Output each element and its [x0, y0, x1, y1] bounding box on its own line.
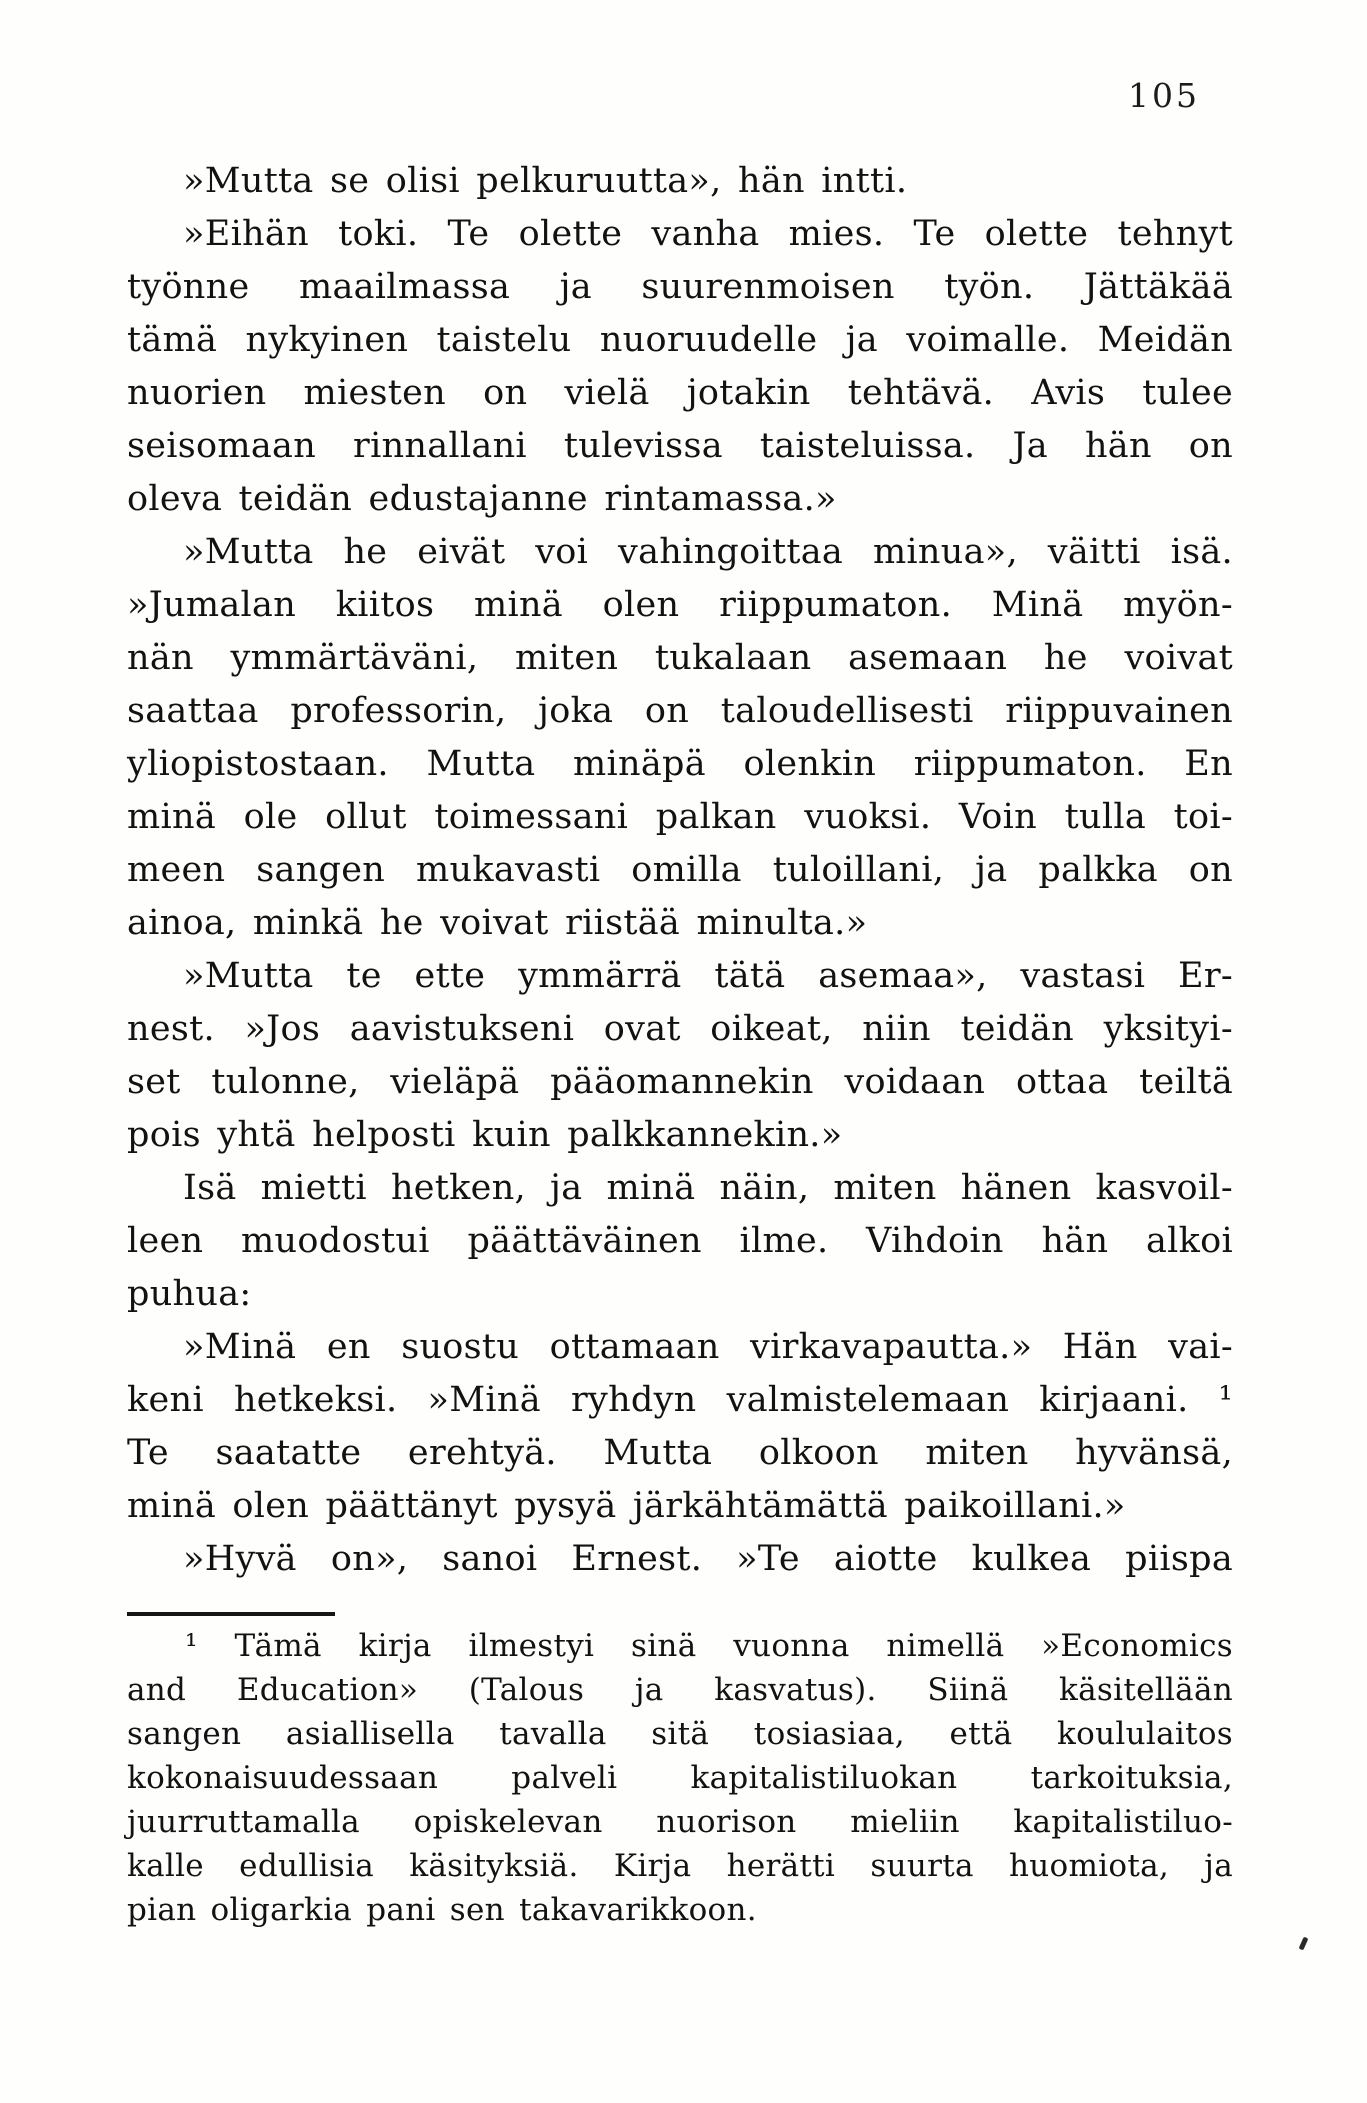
body-line: meen sangen mukavasti omilla tuloillani, ja palkka on: [127, 850, 1233, 890]
footnote-line: juurruttamalla opiskelevan nuorison mieliin kapitalistiluo-: [127, 1804, 1233, 1840]
page-number: 105: [1128, 76, 1200, 115]
footnote-line: kalle edullisia käsityksiä. Kirja herätti suurta huomiota, ja: [127, 1848, 1233, 1884]
body-line: »Minä en suostu ottamaan virkavapautta.» Hän vai-: [183, 1327, 1233, 1367]
body-line: »Mutta he eivät voi vahingoittaa minua», väitti isä.: [183, 532, 1233, 572]
footnote-line: pian oligarkia pani sen takavarikkoon.: [127, 1892, 757, 1928]
scan-speck: [1299, 1937, 1309, 1951]
footnote-line: ¹ Tämä kirja ilmestyi sinä vuonna nimellä »Economics: [185, 1628, 1233, 1664]
body-line: »Mutta te ette ymmärrä tätä asemaa», vastasi Er-: [183, 956, 1233, 996]
page-body: [127, 155, 1233, 1586]
body-line: »Mutta se olisi pelkuruutta», hän intti.: [183, 161, 908, 201]
body-line: Te saatatte erehtyä. Mutta olkoon miten hyvänsä,: [127, 1433, 1233, 1473]
body-line: »Jumalan kiitos minä olen riippumaton. Minä myön-: [127, 585, 1233, 625]
body-line: keni hetkeksi. »Minä ryhdyn valmistelemaan kirjaani. ¹: [127, 1380, 1233, 1420]
body-line: ainoa, minkä he voivat riistää minulta.»: [127, 903, 868, 943]
body-line: »Eihän toki. Te olette vanha mies. Te olette tehnyt: [183, 214, 1233, 254]
body-line: »Hyvä on», sanoi Ernest. »Te aiotte kulkea piispa: [183, 1539, 1233, 1579]
body-line: saattaa professorin, joka on taloudellisesti riippuvainen: [127, 691, 1233, 731]
body-line: oleva teidän edustajanne rintamassa.»: [127, 479, 837, 519]
body-line: minä ole ollut toimessani palkan vuoksi. Voin tulla toi-: [127, 797, 1233, 837]
body-line: seisomaan rinnallani tulevissa taisteluissa. Ja hän on: [127, 426, 1233, 466]
body-line: puhua:: [127, 1274, 252, 1314]
body-line: set tulonne, vieläpä pääomannekin voidaan ottaa teiltä: [127, 1062, 1233, 1102]
footnote-separator: [127, 1612, 335, 1616]
body-line: työnne maailmassa ja suurenmoisen työn. Jättäkää: [127, 267, 1233, 307]
body-line: leen muodostui päättäväinen ilme. Vihdoin hän alkoi: [127, 1221, 1233, 1261]
footnote-line: and Education» (Talous ja kasvatus). Siinä käsitellään: [127, 1672, 1233, 1708]
page-footnote: [127, 1624, 1233, 1932]
body-line: tämä nykyinen taistelu nuoruudelle ja voimalle. Meidän: [127, 320, 1233, 360]
footnote-line: kokonaisuudessaan palveli kapitalistiluokan tarkoituksia,: [127, 1760, 1233, 1796]
body-line: pois yhtä helposti kuin palkkannekin.»: [127, 1115, 843, 1155]
body-line: minä olen päättänyt pysyä järkähtämättä paikoillani.»: [127, 1486, 1126, 1526]
body-line: nuorien miesten on vielä jotakin tehtävä. Avis tulee: [127, 373, 1233, 413]
body-line: nest. »Jos aavistukseni ovat oikeat, niin teidän yksityi-: [127, 1009, 1233, 1049]
body-line: Isä mietti hetken, ja minä näin, miten hänen kasvoil-: [183, 1168, 1233, 1208]
body-line: yliopistostaan. Mutta minäpä olenkin riippumaton. En: [127, 744, 1233, 784]
body-line: nän ymmärtäväni, miten tukalaan asemaan he voivat: [127, 638, 1233, 678]
footnote-line: sangen asiallisella tavalla sitä tosiasiaa, että koululaitos: [127, 1716, 1233, 1752]
